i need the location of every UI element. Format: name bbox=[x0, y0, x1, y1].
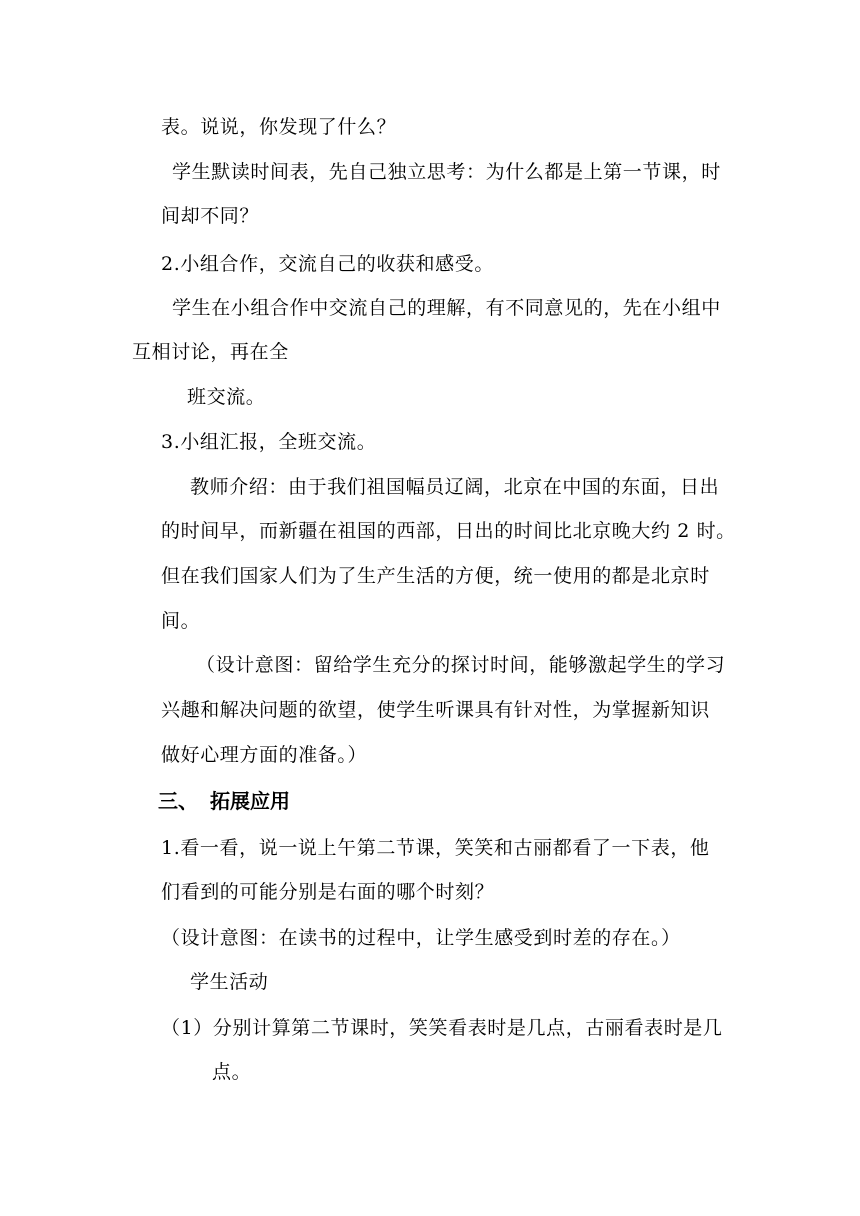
paragraph-line: 的时间早，而新疆在祖国的西部，日出的时间比北京晚大约 2 时。 bbox=[161, 520, 736, 542]
paragraph-line: 兴趣和解决问题的欲望，使学生听课具有针对性，为掌握新知识 bbox=[161, 699, 710, 721]
paragraph-line: 教师介绍：由于我们祖国幅员辽阔，北京在中国的东面，日出 bbox=[190, 476, 720, 498]
paragraph-line: （设计意图：在读书的过程中，让学生感受到时差的存在。） bbox=[161, 927, 681, 949]
section-number: 三、 bbox=[158, 789, 198, 813]
paragraph-line: 间却不同？ bbox=[161, 205, 260, 227]
paragraph-line: 间。 bbox=[161, 610, 201, 632]
paragraph-line: 做好心理方面的准备。） bbox=[161, 744, 368, 766]
paragraph-line: 班交流。 bbox=[187, 386, 266, 408]
paragraph-line: 互相讨论，再在全 bbox=[132, 341, 289, 363]
paragraph-line: 学生在小组合作中交流自己的理解，有不同意见的，先在小组中 bbox=[172, 297, 721, 319]
paragraph-line: 表。说说，你发现了什么？ bbox=[161, 116, 397, 138]
section-title: 拓展应用 bbox=[210, 789, 290, 813]
paragraph-line: 们看到的可能分别是右面的哪个时刻？ bbox=[161, 881, 495, 903]
paragraph-line: （1）分别计算第二节课时，笑笑看表时是几点，古丽看表时是几 bbox=[161, 1017, 723, 1039]
paragraph-line: 点。 bbox=[212, 1061, 252, 1083]
paragraph-line: 1.看一看，说一说上午第二节课，笑笑和古丽都看了一下表，他 bbox=[161, 837, 710, 859]
paragraph-line: 但在我们国家人们为了生产生活的方便，统一使用的都是北京时 bbox=[161, 565, 710, 587]
paragraph-line: 学生默读时间表，先自己独立思考：为什么都是上第一节课，时 bbox=[172, 161, 721, 183]
paragraph-line: 2.小组合作，交流自己的收获和感受。 bbox=[161, 253, 494, 275]
paragraph-line: 学生活动 bbox=[190, 971, 269, 993]
paragraph-line: （设计意图：留给学生充分的探讨时间，能够激起学生的学习 bbox=[196, 654, 726, 676]
paragraph-line: 3.小组汇报，全班交流。 bbox=[161, 431, 377, 453]
section-heading bbox=[158, 789, 290, 813]
